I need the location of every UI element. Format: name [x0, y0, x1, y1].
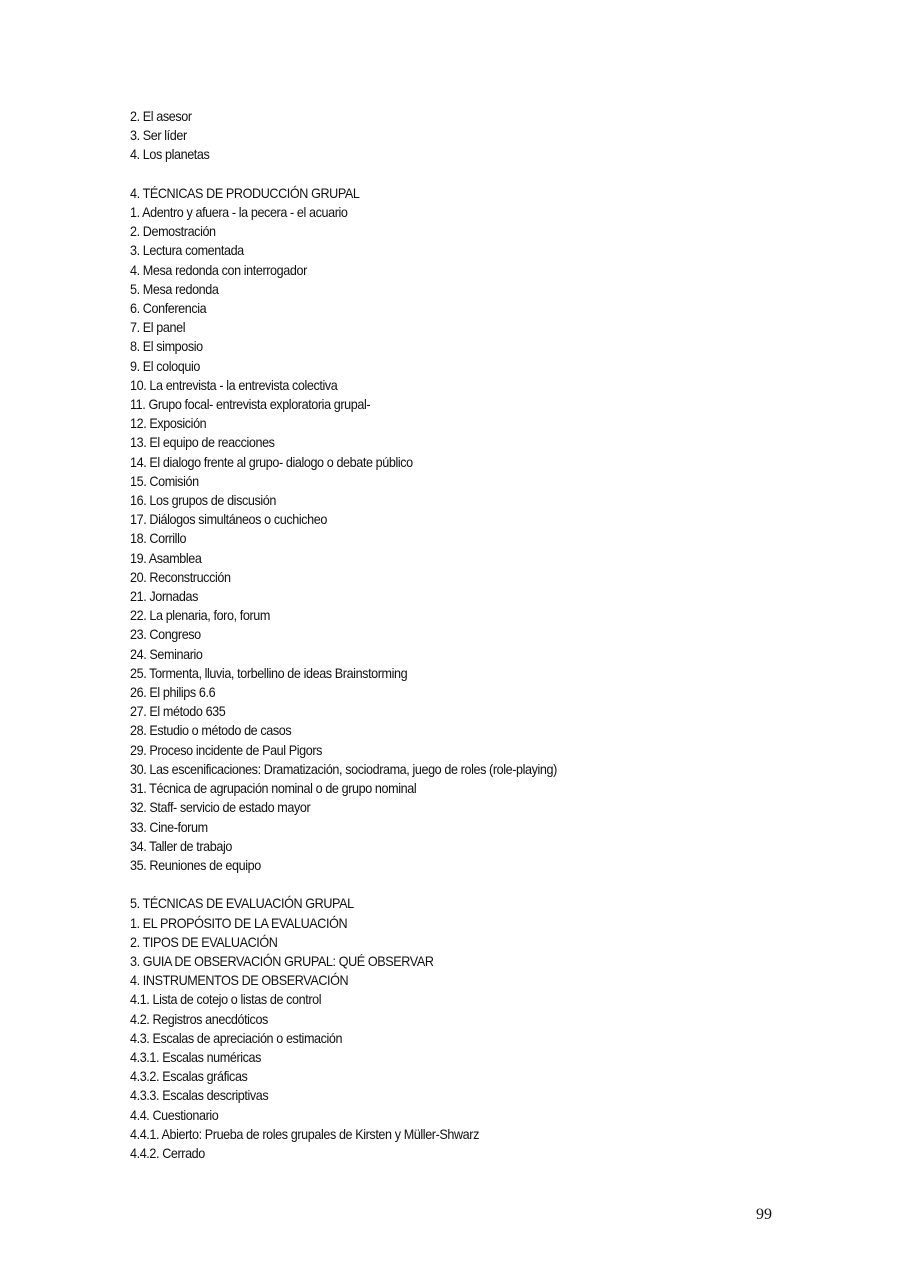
list-item: 34. Taller de trabajo [130, 837, 232, 854]
list-item: 1. Adentro y afuera - la pecera - el acuario [130, 204, 348, 220]
section-5-title: 5. TÉCNICAS DE EVALUACIÓN GRUPAL [130, 895, 354, 912]
list-item: 11. Grupo focal- entrevista exploratoria grupal- [130, 396, 371, 413]
page-number: 99 [756, 1206, 772, 1223]
list-item: 2. Demostración [130, 223, 216, 240]
list-item: 13. El equipo de reacciones [130, 434, 275, 451]
list-item: 21. Jornadas [130, 588, 198, 605]
list-item: 31. Técnica de agrupación nominal o de grupo nominal [130, 780, 417, 797]
list-item: 4. Los planetas [130, 146, 210, 163]
list-item: 18. Corrillo [130, 530, 187, 547]
list-item: 4.4.2. Cerrado [130, 1144, 205, 1161]
list-item: 9. El coloquio [130, 357, 200, 374]
list-item: 30. Las escenificaciones: Dramatización, sociodrama, juego de roles (role-playing) [130, 760, 557, 777]
list-item: 17. Diálogos simultáneos o cuchicheo [130, 511, 327, 528]
section-5-list [130, 914, 760, 1164]
list-item: 8. El simposio [130, 338, 203, 355]
section-4-list [130, 203, 760, 875]
list-item: 16. Los grupos de discusión [130, 492, 276, 509]
list-item: 6. Conferencia [130, 300, 207, 317]
list-item: 4.3.1. Escalas numéricas [130, 1048, 262, 1065]
list-item: 4.4. Cuestionario [130, 1106, 219, 1123]
top-items-list [130, 107, 760, 165]
list-item: 10. La entrevista - la entrevista colectiva [130, 376, 338, 393]
list-item: 5. Mesa redonda [130, 280, 219, 297]
list-item: 19. Asamblea [130, 549, 202, 566]
list-item: 32. Staff- servicio de estado mayor [130, 799, 311, 816]
list-item: 15. Comisión [130, 472, 199, 489]
list-item: 4. Mesa redonda con interrogador [130, 261, 307, 278]
spacer [130, 875, 760, 894]
list-item: 14. El dialogo frente al grupo- dialogo o debate público [130, 453, 413, 470]
list-item: 2. TIPOS DE EVALUACIÓN [130, 933, 278, 950]
list-item: 4.1. Lista de cotejo o listas de control [130, 991, 322, 1008]
list-item: 12. Exposición [130, 415, 207, 432]
list-item: 4.3. Escalas de apreciación o estimación [130, 1029, 343, 1046]
list-item: 22. La plenaria, foro, forum [130, 607, 270, 624]
list-item: 3. Ser líder [130, 127, 187, 144]
list-item: 4.3.2. Escalas gráficas [130, 1068, 248, 1085]
list-item: 26. El philips 6.6 [130, 684, 216, 701]
list-item: 24. Seminario [130, 645, 203, 662]
list-item: 3. GUIA DE OBSERVACIÓN GRUPAL: QUÉ OBSERVAR [130, 952, 434, 969]
list-item: 7. El panel [130, 319, 186, 336]
list-item: 20. Reconstrucción [130, 568, 231, 585]
list-item: 1. EL PROPÓSITO DE LA EVALUACIÓN [130, 914, 348, 931]
list-item: 4.4.1. Abierto: Prueba de roles grupales de Kirsten y Müller-Shwarz [130, 1125, 479, 1142]
list-item: 33. Cine-forum [130, 818, 208, 835]
spacer [130, 165, 760, 184]
list-item: 23. Congreso [130, 626, 201, 643]
list-item: 35. Reuniones de equipo [130, 856, 261, 873]
list-item: 27. El método 635 [130, 703, 226, 720]
list-item: 29. Proceso incidente de Paul Pigors [130, 741, 323, 758]
list-item: 25. Tormenta, lluvia, torbellino de ideas Brainstorming [130, 664, 408, 681]
list-item: 2. El asesor [130, 108, 192, 124]
list-item: 3. Lectura comentada [130, 242, 244, 259]
list-item: 28. Estudio o método de casos [130, 722, 292, 739]
list-item: 4.3.3. Escalas descriptivas [130, 1087, 269, 1104]
list-item: 4. INSTRUMENTOS DE OBSERVACIÓN [130, 972, 349, 989]
list-item: 4.2. Registros anecdóticos [130, 1010, 268, 1027]
table-of-contents [130, 107, 760, 1163]
section-4-title: 4. TÉCNICAS DE PRODUCCIÓN GRUPAL [130, 184, 360, 201]
